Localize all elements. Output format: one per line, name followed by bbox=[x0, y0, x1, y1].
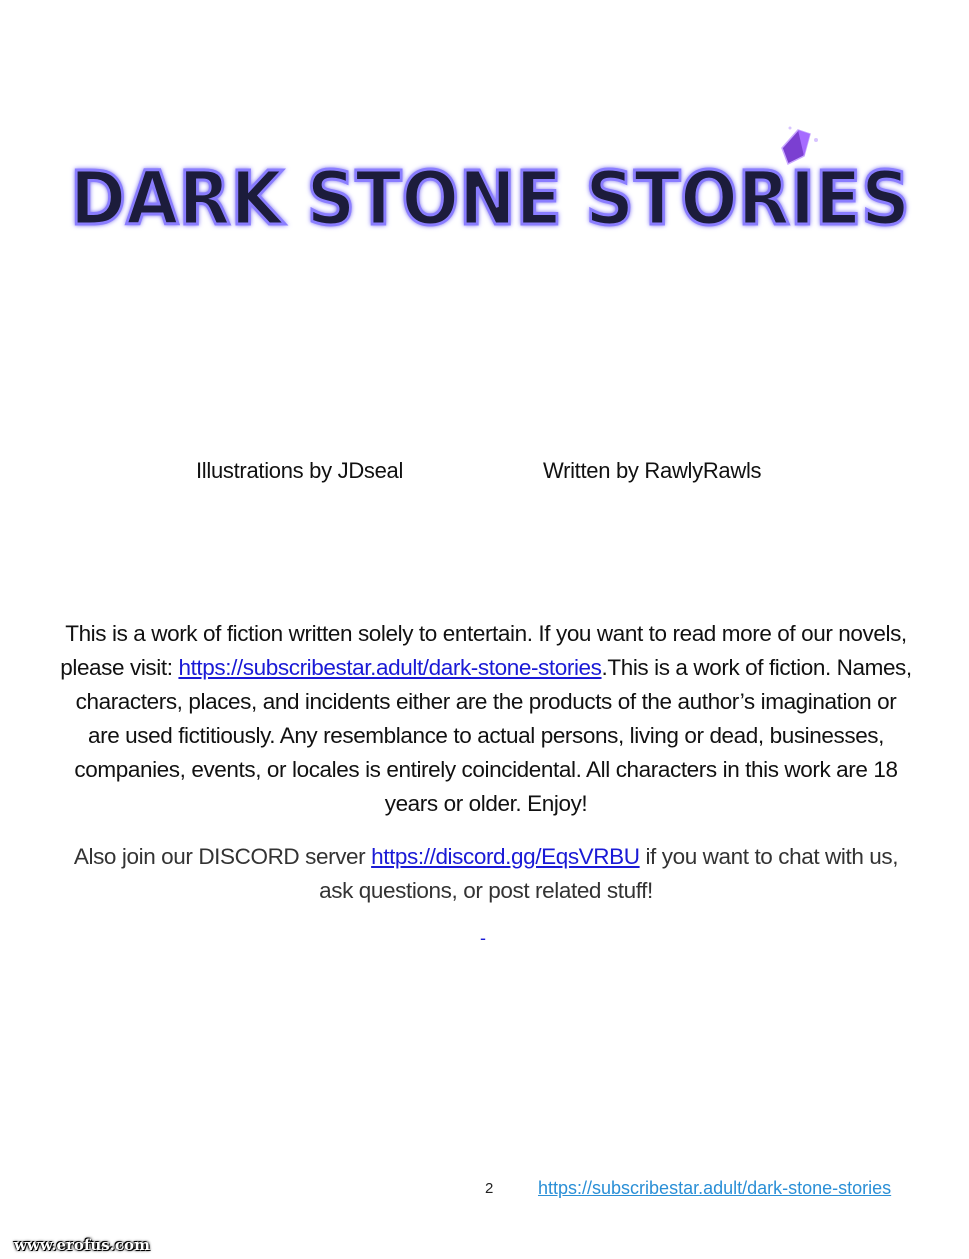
footer-link[interactable]: https://subscribestar.adult/dark-stone-stories bbox=[538, 1178, 892, 1198]
logo bbox=[60, 120, 920, 250]
illustrator-credit: Illustrations by JDseal bbox=[196, 458, 404, 483]
discord-link[interactable]: https://discord.gg/EqsVRBU bbox=[371, 844, 640, 869]
disclaimer-paragraph bbox=[58, 617, 914, 821]
discord-text-start: Also join our DISCORD server bbox=[73, 844, 372, 869]
logo-text: DARK STONE STORIES bbox=[70, 156, 910, 242]
credits bbox=[0, 458, 969, 492]
discord-text-end: if you want to chat with us, ask questions, or post related stuff! bbox=[319, 844, 899, 903]
writer-credit: Written by RawlyRawls bbox=[543, 458, 762, 483]
page-number: 2 bbox=[485, 1180, 494, 1197]
logo-graphic bbox=[60, 120, 920, 250]
disclaimer-text-end: .This is a work of fiction. Names, characters, places, and incidents either are the products of the author’s imagination or are used fictitiously. Any resemblance to actual persons, living or dead, businesses, companies, events, or locales is entirely coincidental. All characters in this work are 18 years or older. Enjoy! bbox=[74, 655, 912, 816]
stray-link-dash[interactable]: - bbox=[480, 928, 486, 948]
subscribestar-link[interactable]: https://subscribestar.adult/dark-stone-stories bbox=[178, 655, 602, 680]
watermark: www.erofus.com bbox=[14, 1236, 150, 1254]
disclaimer-text-start: This is a work of fiction written solely to entertain. If you want to read more of our novels, please visit: bbox=[60, 621, 907, 680]
page-footer bbox=[0, 1178, 969, 1204]
discord-paragraph bbox=[58, 840, 914, 908]
